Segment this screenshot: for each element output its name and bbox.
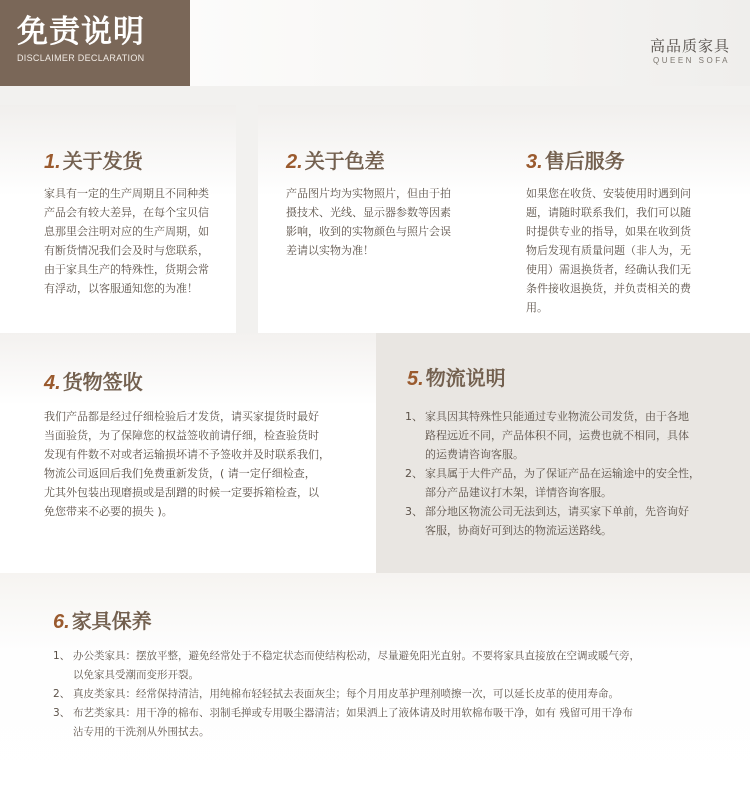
section-number: 5. — [407, 368, 424, 390]
brand-name-en: QUEEN SOFA — [652, 56, 730, 65]
list-item — [53, 647, 733, 685]
body-line: 真皮类家具：经常保持清洁，用纯棉布轻轻拭去表面灰尘；每个月用皮革护理剂喷擦一次，可以延长皮革的使用寿命。 — [73, 688, 619, 700]
section-maintenance — [0, 573, 750, 800]
brand-name: 高品质家具 — [649, 37, 730, 55]
body-line: 家具属于大件产品，为了保证产品在运输途中的安全性， — [425, 467, 700, 480]
list-item — [53, 704, 733, 742]
body-line: 条件接收退换货，并负责相关的费 — [526, 282, 691, 295]
section-body — [526, 184, 738, 317]
body-line: 息那里会注明对应的生产周期，如 — [44, 225, 209, 238]
list-index: 2、 — [405, 467, 423, 480]
body-line: 部分产品建议打木架，详情咨询客服。 — [425, 486, 612, 499]
body-line: 差请以实物为准！ — [286, 244, 374, 257]
body-line: 有浮动，以客服通知您的为准！ — [44, 282, 198, 295]
section-title-text: 物流说明 — [425, 366, 506, 390]
section-title-text: 售后服务 — [544, 149, 625, 173]
list-item — [405, 502, 745, 540]
body-line: 家具因其特殊性只能通过专业物流公司发货，由于各地 — [425, 410, 689, 423]
body-line: 的运费请咨询客服。 — [425, 448, 524, 461]
body-line: 有断货情况我们会及时与您联系， — [44, 244, 209, 257]
body-line: 物后发现有质量问题（非人为，无 — [526, 244, 691, 257]
list-item — [405, 407, 745, 464]
section-title — [44, 149, 143, 174]
section-title — [53, 609, 152, 634]
list-index: 2、 — [53, 688, 71, 700]
body-line: 免您带来不必要的损失 )。 — [44, 505, 173, 518]
body-line: 尤其外包装出现磨损或是刮蹭的时候一定要拆箱检查，以 — [44, 486, 319, 499]
section-title — [286, 149, 385, 174]
body-line: 由于家具生产的特殊性，货期会常 — [44, 263, 209, 276]
header-banner — [0, 0, 750, 86]
section-number: 3. — [526, 151, 543, 173]
body-line: 如果您在收货、安装使用时遇到问 — [526, 187, 691, 200]
section-color-difference — [258, 105, 492, 333]
body-line: 布艺类家具：用干净的棉布、羽制毛掸或专用吸尘器清洁；如果洒上了液体请及时用软棉布吸干净，如有 残留可用干净布 — [73, 707, 633, 719]
body-line: 时提供专业的指导，如果在收到货 — [526, 225, 691, 238]
section-number: 2. — [286, 151, 303, 173]
body-line: 摄技术、光线、显示器参数等因素 — [286, 206, 451, 219]
body-line: 物流公司返回后我们免费重新发货，( 请一定仔细检查， — [44, 467, 316, 480]
body-line: 以免家具受潮而变形开裂。 — [73, 669, 199, 681]
body-line: 家具有一定的生产周期且不同种类 — [44, 187, 209, 200]
section-body — [286, 184, 486, 260]
section-number: 4. — [44, 372, 61, 394]
maintenance-list — [53, 647, 733, 742]
section-title — [407, 366, 506, 391]
body-line: 题，请随时联系我们，我们可以随 — [526, 206, 691, 219]
section-title-text: 关于发货 — [62, 149, 143, 173]
list-index: 3、 — [405, 505, 423, 518]
section-body — [44, 184, 234, 298]
list-index: 1、 — [53, 650, 71, 662]
section-body — [44, 407, 370, 521]
section-shipping — [0, 105, 236, 333]
logistics-list — [405, 407, 745, 540]
title-block — [0, 0, 190, 86]
section-title — [526, 149, 625, 174]
body-line: 发现有件数不对或者运输损坏请不予签收并及时联系我们， — [44, 448, 330, 461]
list-index: 3、 — [53, 707, 71, 719]
list-item — [53, 685, 733, 704]
section-body — [405, 407, 745, 540]
body-line: 产品会有较大差异，在每个宝贝信 — [44, 206, 209, 219]
section-title-text: 关于色差 — [304, 149, 385, 173]
section-title-text: 家具保养 — [71, 609, 152, 633]
page-subtitle: DISCLAIMER DECLARATION — [17, 53, 145, 63]
page-title: 免责说明 — [17, 14, 145, 50]
section-number: 6. — [53, 611, 70, 633]
body-line: 沾专用的干洗剂从外围拭去。 — [73, 726, 210, 738]
body-line: 路程远近不同，产品体积不同，运费也就不相同，具体 — [425, 429, 689, 442]
body-line: 办公类家具：摆放平整，避免经常处于不稳定状态而使结构松动，尽量避免阳光直射。不要将家具直接放在空调或暖气旁， — [73, 650, 640, 662]
body-line: 我们产品都是经过仔细检验后才发货，请买家提货时最好 — [44, 410, 319, 423]
section-logistics — [376, 333, 750, 573]
section-body — [53, 647, 733, 742]
body-line: 使用）需退换货者，经确认我们无 — [526, 263, 691, 276]
section-after-sales — [492, 105, 750, 333]
section-title — [44, 370, 143, 395]
body-line: 用。 — [526, 301, 548, 314]
body-line: 产品图片均为实物照片，但由于拍 — [286, 187, 451, 200]
body-line: 影响，收到的实物颜色与照片会误 — [286, 225, 451, 238]
body-line: 部分地区物流公司无法到达，请买家下单前，先咨询好 — [425, 505, 689, 518]
list-item — [405, 464, 745, 502]
body-line: 当面验货，为了保障您的权益签收前请仔细，检查验货时 — [44, 429, 319, 442]
section-number: 1. — [44, 151, 61, 173]
section-receipt — [0, 333, 376, 573]
section-title-text: 货物签收 — [62, 370, 143, 394]
body-line: 客服，协商好可到达的物流运送路线。 — [425, 524, 612, 537]
list-index: 1、 — [405, 410, 423, 423]
